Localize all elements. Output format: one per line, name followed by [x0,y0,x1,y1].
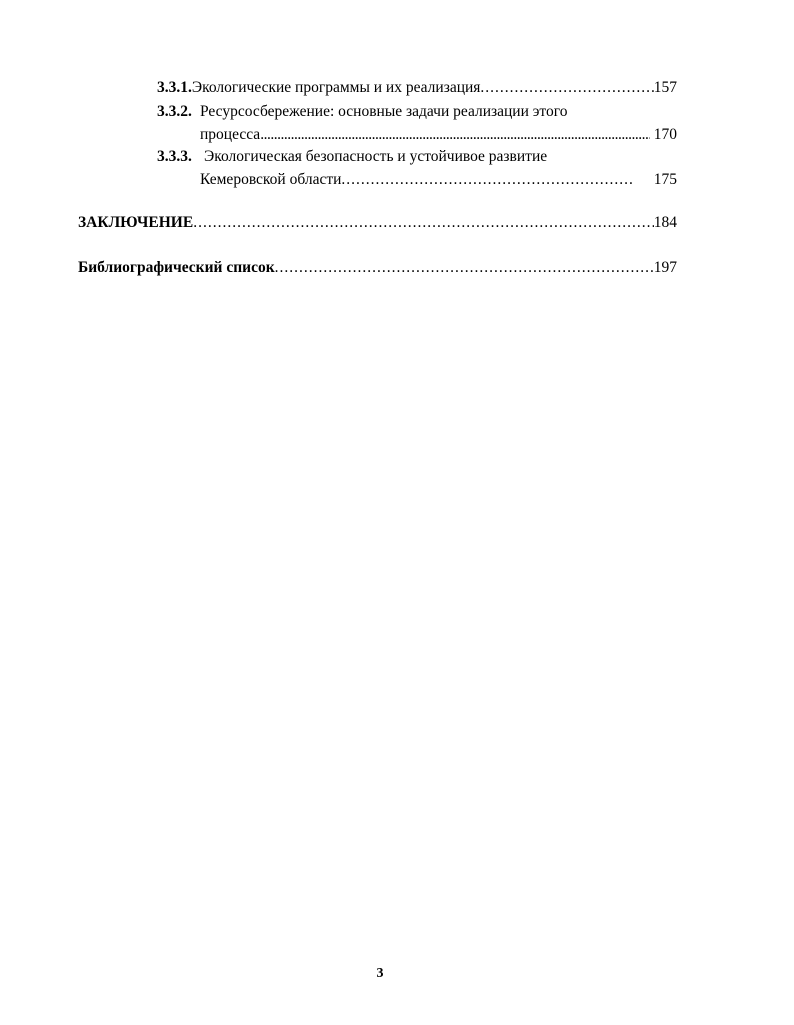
toc-item-number: 3.3.1. [157,79,192,96]
toc-item-page: 170 [653,126,677,143]
toc-item-title-continued: процесса [200,126,261,143]
toc-item-3-3-2 [157,102,677,122]
toc-leader-dots [193,213,654,233]
toc-leader-dots [275,258,654,278]
toc-item-3-3-3-continuation [200,170,677,190]
page-number: 3 [376,966,384,981]
toc-item-title: ЗАКЛЮЧЕНИЕ [78,214,194,231]
toc-item-conclusion [78,213,677,233]
toc-item-title: Ресурсосбережение: основные задачи реализации этого [200,103,568,120]
toc-item-page: 175 [653,171,677,188]
toc-leader-dots [260,125,650,145]
toc-item-3-3-1 [157,78,677,98]
toc-item-title: Библиографический список [78,259,275,276]
toc-leader-dots [341,170,633,190]
toc-item-page: 184 [653,214,677,231]
toc-item-page: 157 [653,79,677,96]
toc-item-page: 197 [653,259,677,276]
toc-leader-dots [480,78,653,98]
toc-item-3-3-3 [157,147,677,167]
toc-item-title: Экологическая безопасность и устойчивое развитие [204,148,548,165]
toc-item-title-continued: Кемеровской области [200,171,342,188]
toc-item-number: 3.3.3. [157,148,192,165]
toc-item-title: Экологические программы и их реализация [191,79,481,96]
toc-item-3-3-2-continuation [200,125,677,145]
toc-item-bibliography [78,258,677,278]
toc-item-number: 3.3.2. [157,103,192,120]
